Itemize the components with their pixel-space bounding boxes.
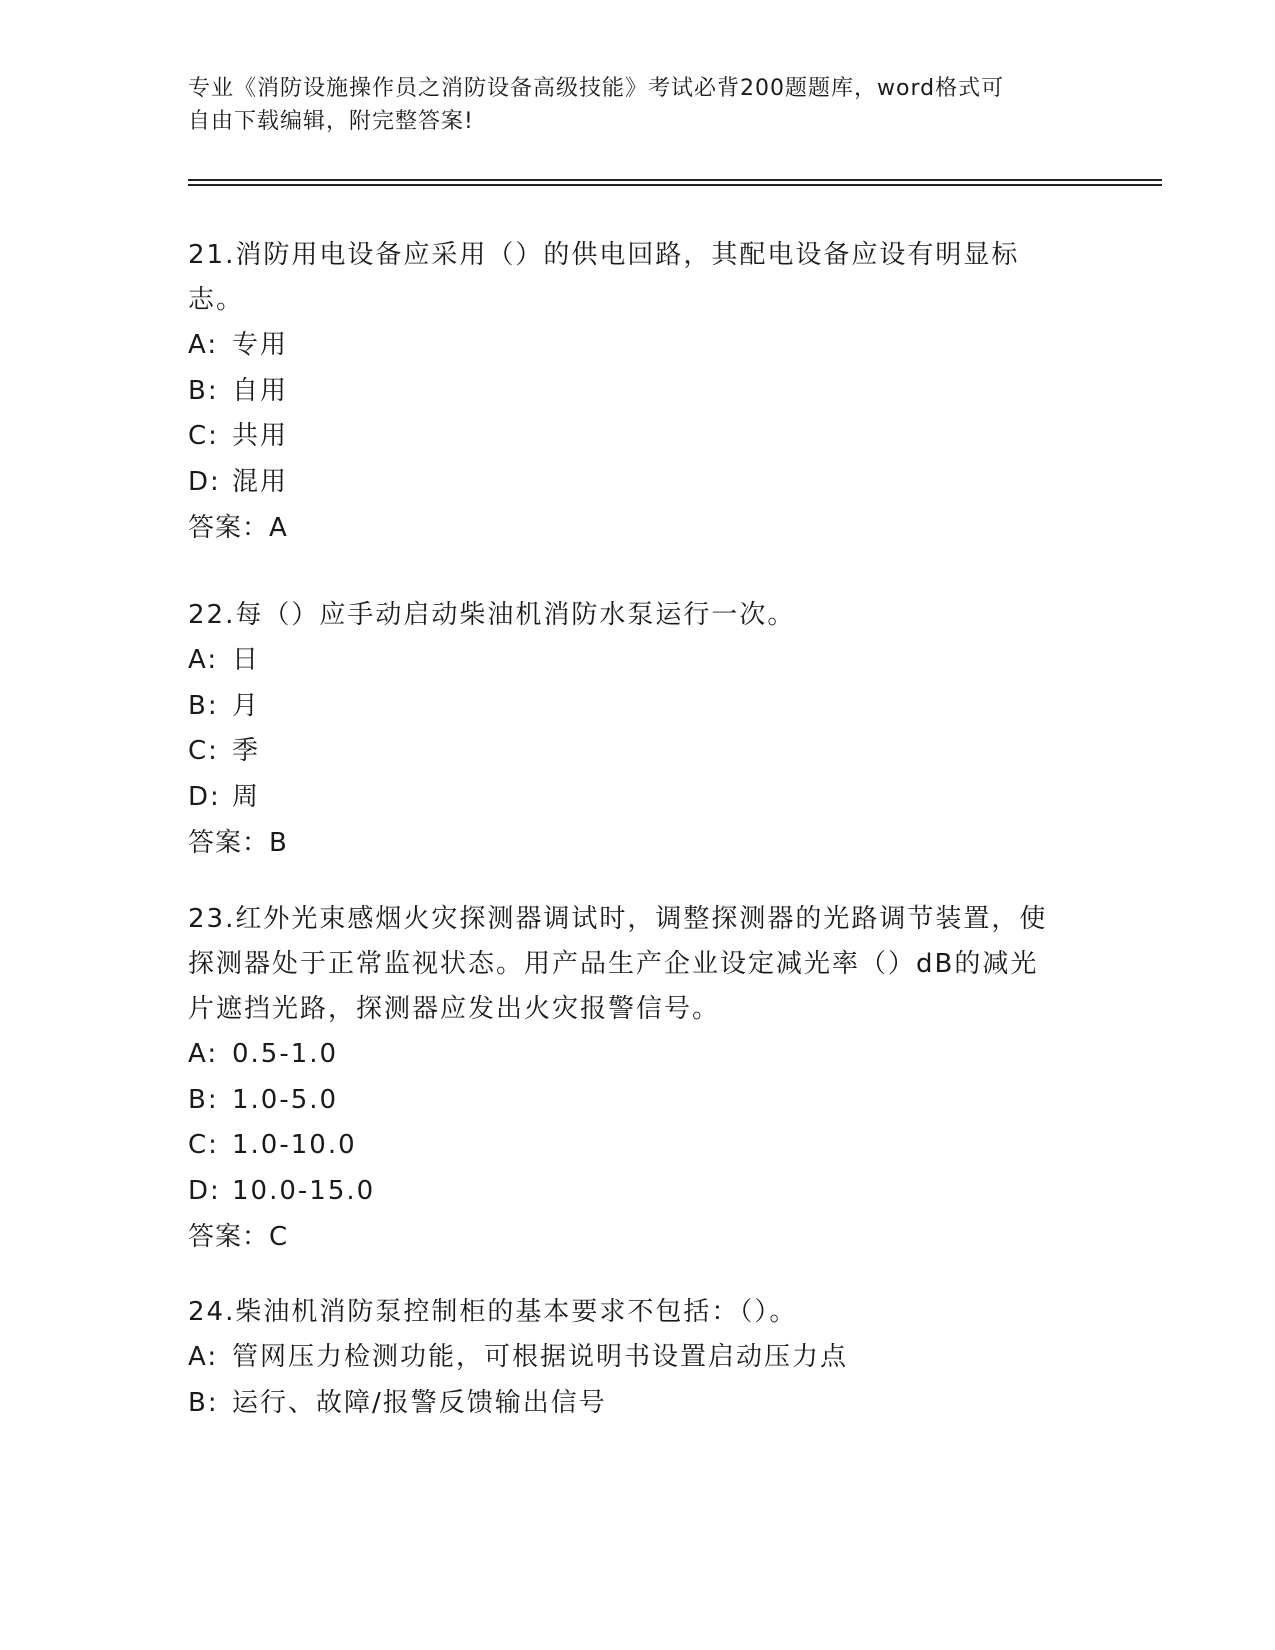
header-line-1: 专业《消防设施操作员之消防设备高级技能》考试必背200题题库，word格式可 (188, 76, 1005, 101)
header-divider-bottom (188, 184, 1162, 186)
document-header (188, 72, 1068, 138)
option-a (188, 1032, 1088, 1078)
option-letter: C: (188, 421, 219, 451)
question-stem: 24.柴油机消防泵控制柜的基本要求不包括：（）。 (188, 1297, 798, 1327)
question-21 (188, 233, 1088, 551)
option-text: 0.5-1.0 (232, 1039, 339, 1069)
option-b (188, 1381, 1088, 1427)
option-text: 混用 (232, 466, 289, 497)
option-letter: D: (188, 1175, 221, 1206)
option-a (188, 323, 1088, 369)
question-stem: 23.红外光束感烟火灾探测器调试时，调整探测器的光路调节装置，使探测器处于正常监视状态。用产品生产企业设定减光率（）dB的减光片遮挡光路，探测器应发出火灾报警信号。 (188, 904, 1048, 1024)
option-text: 周 (232, 781, 261, 812)
option-b (188, 369, 1088, 415)
question-23 (188, 897, 1088, 1260)
option-text: 1.0-5.0 (232, 1084, 339, 1115)
question-22 (188, 593, 1088, 866)
answer-label: 答案：B (188, 828, 288, 858)
option-letter: C: (188, 736, 219, 766)
option-letter: C: (188, 1130, 219, 1160)
option-letter: A: (188, 1039, 219, 1069)
option-d (188, 775, 1088, 821)
option-c (188, 1123, 1088, 1169)
header-divider-top (188, 179, 1162, 181)
option-text: 季 (232, 736, 261, 766)
option-d (188, 1169, 1088, 1215)
option-letter: D: (188, 781, 221, 812)
option-letter: B: (188, 1387, 219, 1418)
option-letter: A: (188, 330, 219, 360)
option-letter: A: (188, 1342, 219, 1372)
option-a (188, 1335, 1088, 1381)
option-text: 自用 (232, 375, 289, 406)
option-text: 10.0-15.0 (232, 1175, 376, 1206)
option-c (188, 414, 1088, 460)
option-letter: A: (188, 645, 219, 675)
header-line-2: 自由下载编辑，附完整答案! (188, 109, 474, 134)
option-b (188, 1078, 1088, 1124)
option-letter: B: (188, 1084, 219, 1115)
answer-label: 答案：A (188, 513, 288, 543)
option-text: 日 (232, 645, 261, 675)
question-stem: 21.消防用电设备应采用（）的供电回路，其配电设备应设有明显标志。 (188, 240, 1020, 315)
option-text: 管网压力检测功能，可根据说明书设置启动压力点 (232, 1342, 849, 1372)
answer-label: 答案：C (188, 1222, 289, 1252)
option-d (188, 460, 1088, 506)
option-letter: B: (188, 375, 219, 406)
option-text: 1.0-10.0 (232, 1130, 357, 1160)
option-text: 月 (232, 690, 261, 721)
option-letter: B: (188, 690, 219, 721)
option-text: 运行、故障/报警反馈输出信号 (232, 1387, 607, 1418)
option-b (188, 684, 1088, 730)
question-stem: 22.每（）应手动启动柴油机消防水泵运行一次。 (188, 600, 796, 630)
option-a (188, 638, 1088, 684)
option-letter: D: (188, 466, 221, 497)
option-c (188, 729, 1088, 775)
option-text: 专用 (232, 330, 289, 360)
option-text: 共用 (232, 421, 289, 451)
question-24 (188, 1290, 1088, 1426)
